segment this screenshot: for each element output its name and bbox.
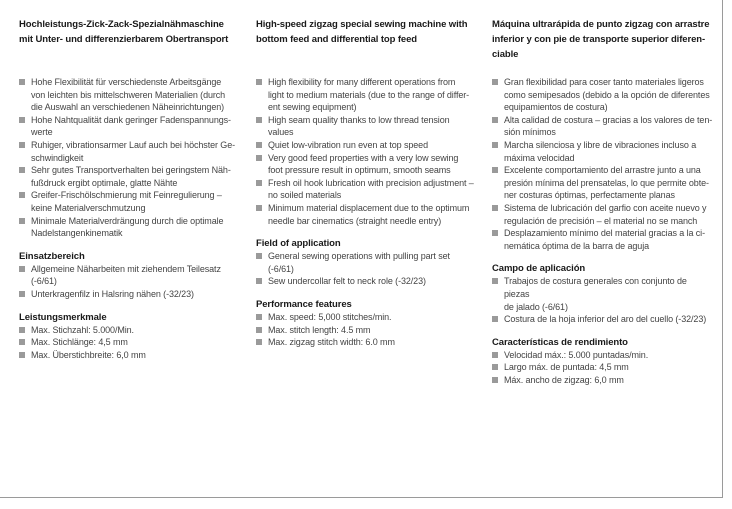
bullet-list-item <box>492 114 714 139</box>
bullet-list-item <box>256 139 478 152</box>
item-text-line: Desplazamiento mínimo del material gracias a la ci- <box>504 228 705 239</box>
square-bullet-icon <box>492 377 498 383</box>
item-text-line: Unterkragenfilz in Halsring nähen (-32/23) <box>31 288 194 299</box>
item-text-line: die Auswahl an verschiedenen Näheinrichtungen) <box>31 102 225 113</box>
bullet-list-item <box>19 263 241 288</box>
section-list <box>19 263 241 301</box>
title-line: mit Unter- und differenzierbarem Obertransport <box>19 34 229 45</box>
bullet-list-item <box>492 139 714 164</box>
item-text-line: foot pressure result in optimum, smooth seams <box>268 165 451 176</box>
item-text-line: Largo máx. de puntada: 4,5 mm <box>504 362 629 373</box>
feature-list <box>256 76 478 227</box>
item-text-line: nemática óptima de la barra de aguja <box>504 240 649 251</box>
square-bullet-icon <box>256 253 262 259</box>
item-text-line: light to medium materials (due to the range of differ- <box>268 89 470 100</box>
column-title <box>492 17 714 59</box>
square-bullet-icon <box>492 230 498 236</box>
item-text-line: Ruhiger, vibrationsarmer Lauf auch bei höchster Ge- <box>31 139 236 150</box>
square-bullet-icon <box>492 117 498 123</box>
square-bullet-icon <box>19 352 25 358</box>
item-text-line: regulación de precisión – el material no se manch <box>504 215 698 226</box>
column-german <box>19 17 241 361</box>
column-title <box>256 17 478 59</box>
item-text-line: Quiet low-vibration run even at top speed <box>268 139 428 150</box>
square-bullet-icon <box>19 117 25 123</box>
item-text-line: Minimum material displacement due to the optimum <box>268 202 470 213</box>
item-text-line: de jalado (-6/61) <box>504 301 568 312</box>
section-heading: Leistungsmerkmale <box>19 311 107 323</box>
bullet-list-item <box>492 349 714 362</box>
item-text-line: fußdruck ergibt optimale, glatte Nähte <box>31 177 178 188</box>
square-bullet-icon <box>19 218 25 224</box>
bullet-list-item <box>492 361 714 374</box>
bullet-list-item <box>19 336 241 349</box>
square-bullet-icon <box>256 79 262 85</box>
square-bullet-icon <box>19 142 25 148</box>
square-bullet-icon <box>492 278 498 284</box>
square-bullet-icon <box>19 339 25 345</box>
bullet-list-item <box>19 114 241 139</box>
bullet-list-item <box>492 374 714 387</box>
square-bullet-icon <box>256 142 262 148</box>
item-text-line: Allgemeine Näharbeiten mit ziehendem Teilesatz <box>31 263 221 274</box>
square-bullet-icon <box>256 180 262 186</box>
bullet-list-item <box>492 164 714 202</box>
item-text-line: Max. zigzag stitch width: 6.0 mm <box>268 337 395 348</box>
bullet-list-item <box>256 177 478 202</box>
item-text-line: Velocidad máx.: 5.000 puntadas/min. <box>504 349 649 360</box>
bullet-list-item <box>256 202 478 227</box>
bullet-list-item <box>256 336 478 349</box>
square-bullet-icon <box>492 352 498 358</box>
item-text-line: Costura de la hoja inferior del aro del cuello (-32/23) <box>504 314 707 325</box>
square-bullet-icon <box>492 79 498 85</box>
item-text-line: Max. Stichzahl: 5.000/Min. <box>31 324 134 335</box>
title-line: Hochleistungs-Zick-Zack-Spezialnähmaschine <box>19 19 224 30</box>
item-text-line: values <box>268 127 294 138</box>
feature-list <box>19 76 241 240</box>
bullet-list-item <box>492 275 714 313</box>
item-text-line: Marcha silenciosa y libre de vibraciones incluso a <box>504 139 697 150</box>
title-line: bottom feed and differential top feed <box>256 34 417 45</box>
item-text-line: sión mínimos <box>504 127 556 138</box>
square-bullet-icon <box>492 142 498 148</box>
column-title <box>19 17 241 59</box>
item-text-line: ent sewing equipment) <box>268 102 357 113</box>
square-bullet-icon <box>256 205 262 211</box>
square-bullet-icon <box>492 316 498 322</box>
item-text-line: Hohe Nahtqualität dank geringer Fadenspannungs- <box>31 114 231 125</box>
item-text-line: Greifer-Frischölschmierung mit Feinregulierung – <box>31 190 222 201</box>
bullet-list-item <box>256 152 478 177</box>
item-text-line: schwindigkeit <box>31 152 84 163</box>
item-text-line: Hohe Flexibilität für verschiedenste Arbeitsgänge <box>31 77 222 87</box>
bullet-list-item <box>19 76 241 114</box>
item-text-line: General sewing operations with pulling part set <box>268 251 450 262</box>
title-line: inferior y con pie de transporte superior diferen- <box>492 34 706 45</box>
square-bullet-icon <box>19 79 25 85</box>
bullet-list-item <box>256 250 478 275</box>
bullet-list-item <box>19 215 241 240</box>
item-text-line: keine Materialverschmutzung <box>31 202 146 213</box>
item-text-line: Sistema de lubricación del garfio con aceite nuevo y <box>504 202 707 213</box>
bullet-list-item <box>256 76 478 114</box>
bullet-list-item <box>492 227 714 252</box>
item-text-line: Trabajos de costura generales con conjunto de piezas <box>504 276 687 299</box>
square-bullet-icon <box>19 266 25 272</box>
section-heading: Características de rendimiento <box>492 336 628 348</box>
item-text-line: Alta calidad de costura – gracias a los valores de ten- <box>504 114 713 125</box>
item-text-line: von leichten bis mittelschweren Materialien (durch <box>31 89 226 100</box>
section-heading: Campo de aplicación <box>492 263 586 275</box>
item-text-line: Max. speed: 5,000 stitches/min. <box>268 311 392 322</box>
section-list <box>256 250 478 288</box>
item-text-line: como semipesados (debido a la opción de diferentes <box>504 89 710 100</box>
item-text-line: (-6/61) <box>31 276 57 287</box>
section-list <box>492 275 714 325</box>
bullet-list-item <box>492 202 714 227</box>
bullet-list-item <box>19 139 241 164</box>
item-text-line: presión mínima del prensatelas, lo que permite obte- <box>504 177 709 188</box>
bullet-list-item <box>256 275 478 288</box>
feature-list <box>492 76 714 252</box>
item-text-line: Máx. ancho de zigzag: 6,0 mm <box>504 374 624 385</box>
square-bullet-icon <box>492 167 498 173</box>
section-heading: Einsatzbereich <box>19 250 85 262</box>
item-text-line: Fresh oil hook lubrication with precision adjustment – <box>268 177 474 188</box>
item-text-line: equipamientos de costura) <box>504 102 608 113</box>
item-text-line: (-6/61) <box>268 263 294 274</box>
square-bullet-icon <box>256 314 262 320</box>
bullet-list-item <box>19 349 241 362</box>
square-bullet-icon <box>256 327 262 333</box>
item-text-line: ner costuras óptimas, perfectamente planas <box>504 190 675 201</box>
item-text-line: High seam quality thanks to low thread tension <box>268 114 450 125</box>
column-spanish <box>492 17 714 386</box>
item-text-line: Sehr gutes Transportverhalten bei geringstem Näh- <box>31 165 231 176</box>
item-text-line: Max. stitch length: 4.5 mm <box>268 324 371 335</box>
title-line: High-speed zigzag special sewing machine with <box>256 19 468 30</box>
bullet-list-item <box>256 324 478 337</box>
bullet-list-item <box>256 114 478 139</box>
item-text-line: Excelente comportamiento del arrastre junto a una <box>504 165 701 176</box>
bullet-list-item <box>492 76 714 114</box>
section-list <box>492 349 714 387</box>
square-bullet-icon <box>19 291 25 297</box>
item-text-line: Sew undercollar felt to neck role (-32/23) <box>268 276 426 287</box>
item-text-line: Minimale Materialverdrängung durch die optimale <box>31 215 224 226</box>
item-text-line: Very good feed properties with a very low sewing <box>268 152 459 163</box>
square-bullet-icon <box>19 192 25 198</box>
bullet-list-item <box>19 288 241 301</box>
item-text-line: máxima velocidad <box>504 152 575 163</box>
section-heading: Field of application <box>256 238 341 250</box>
square-bullet-icon <box>19 327 25 333</box>
item-text-line: no soiled materials <box>268 190 342 201</box>
square-bullet-icon <box>19 167 25 173</box>
square-bullet-icon <box>256 339 262 345</box>
item-text-line: High flexibility for many different operations from <box>268 77 456 87</box>
item-text-line: needle bar cinematics (straight needle entry) <box>268 215 442 226</box>
square-bullet-icon <box>256 117 262 123</box>
square-bullet-icon <box>256 278 262 284</box>
section-list <box>256 311 478 349</box>
section-list <box>19 324 241 362</box>
bullet-list-item <box>19 164 241 189</box>
item-text-line: werte <box>31 127 53 138</box>
bullet-list-item <box>19 189 241 214</box>
square-bullet-icon <box>256 155 262 161</box>
item-text-line: Max. Überstichbreite: 6,0 mm <box>31 349 146 360</box>
bullet-list-item <box>256 311 478 324</box>
item-text-line: Nadelstangenkinematik <box>31 228 123 239</box>
bullet-list-item <box>492 313 714 326</box>
square-bullet-icon <box>492 364 498 370</box>
title-line: Máquina ultrarápida de punto zigzag con arrastre <box>492 19 710 30</box>
column-english <box>256 17 478 349</box>
square-bullet-icon <box>492 205 498 211</box>
item-text-line: Gran flexibilidad para coser tanto materiales ligeros <box>504 77 704 87</box>
item-text-line: Max. Stichlänge: 4,5 mm <box>31 337 128 348</box>
bullet-list-item <box>19 324 241 337</box>
section-heading: Performance features <box>256 298 352 310</box>
title-line: ciable <box>492 49 519 60</box>
